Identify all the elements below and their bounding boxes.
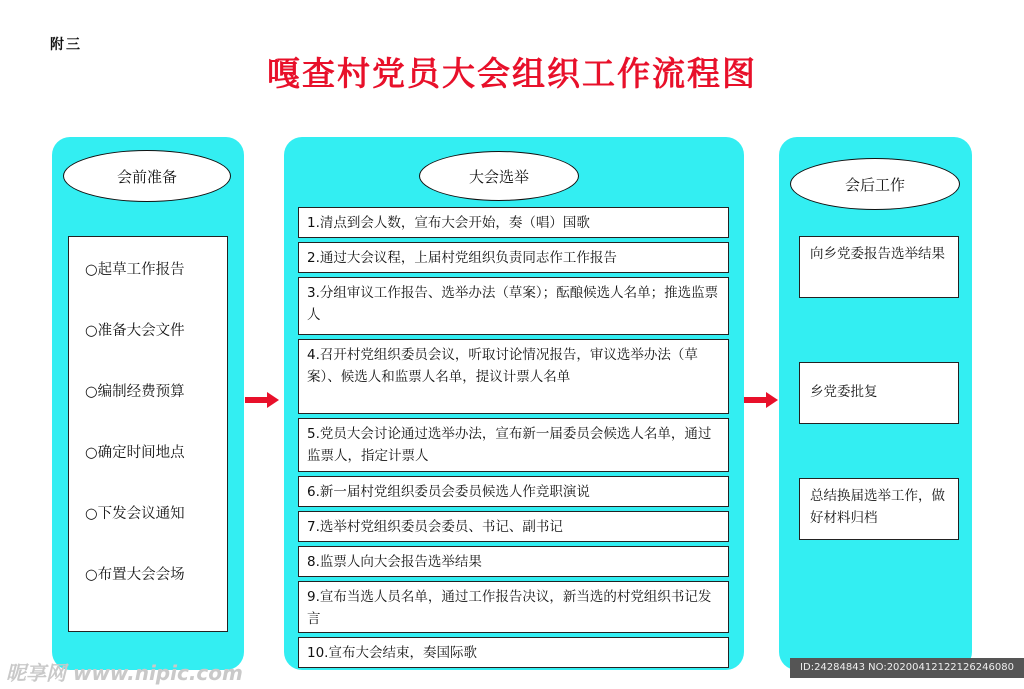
arrow-right-icon (744, 392, 778, 408)
list-item: ○下发会议通知 (85, 506, 185, 522)
step-6: 6.新一届村党组织委员会委员候选人作竞职演说 (298, 476, 729, 507)
header-election: 大会选举 (419, 151, 579, 201)
pre-meeting-list (68, 236, 228, 632)
step-2: 2.通过大会议程，上届村党组织负责同志作工作报告 (298, 242, 729, 273)
arrow-right-icon (245, 392, 279, 408)
post-item-report: 向乡党委报告选举结果 (799, 236, 959, 298)
list-item: ○布置大会会场 (85, 567, 185, 583)
list-item: ○起草工作报告 (85, 262, 185, 278)
header-pre-meeting: 会前准备 (63, 150, 231, 202)
watermark-left: 昵享网 www.nipic.com (6, 661, 243, 685)
list-item: ○准备大会文件 (85, 323, 185, 339)
step-1: 1.清点到会人数，宣布大会开始，奏（唱）国歌 (298, 207, 729, 238)
header-post-meeting: 会后工作 (790, 158, 960, 210)
list-item: ○编制经费预算 (85, 384, 185, 400)
appendix-label: 附三 (50, 37, 82, 53)
step-4: 4.召开村党组织委员会议，听取讨论情况报告，审议选举办法（草案）、候选人和监票人名单，提议计票人名单 (298, 339, 729, 414)
step-5: 5.党员大会讨论通过选举办法，宣布新一届委员会候选人名单，通过监票人，指定计票人 (298, 418, 729, 472)
step-3: 3.分组审议工作报告、选举办法（草案）；酝酿候选人名单；推选监票人 (298, 277, 729, 335)
page-title: 嘎查村党员大会组织工作流程图 (267, 54, 757, 93)
post-item-approval: 乡党委批复 (799, 362, 959, 424)
post-item-archive: 总结换届选举工作，做好材料归档 (799, 478, 959, 540)
step-10: 10.宣布大会结束，奏国际歌 (298, 637, 729, 668)
step-9: 9.宣布当选人员名单，通过工作报告决议，新当选的村党组织书记发言 (298, 581, 729, 633)
step-7: 7.选举村党组织委员会委员、书记、副书记 (298, 511, 729, 542)
list-item: ○确定时间地点 (85, 445, 185, 461)
watermark-id: ID:24284843 NO:20200412122126246080 (790, 658, 1024, 678)
step-8: 8.监票人向大会报告选举结果 (298, 546, 729, 577)
